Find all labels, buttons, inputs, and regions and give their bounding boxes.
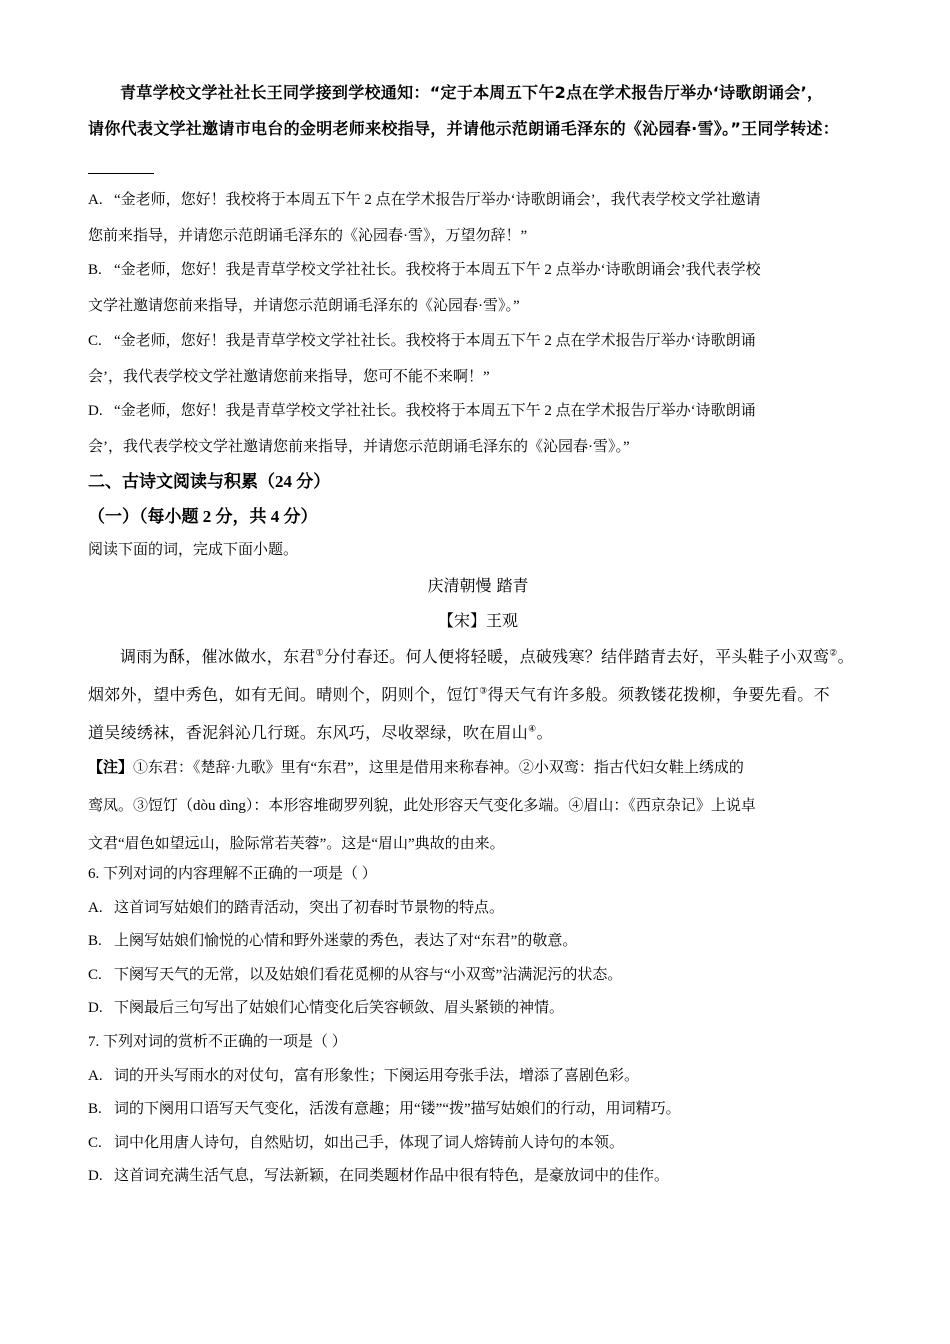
note-text: ①东君：《楚辞·九歌》里有“东君”，这里是借用来称春神。②小双鸾：指古代妇女鞋上绣成的 [133,760,744,776]
poem-title: 庆清朝慢 踏青 [427,576,529,595]
q7-option-a [88,1060,868,1094]
option-text: 下阕写天气的无常，以及姑娘们看花觅柳的从容与“小双鸾”沾满泥污的状态。 [114,966,623,983]
note-line-3: 文君“眉色如望远山，脸际常若芙蓉”。这是“眉山”典故的由来。 [88,836,505,852]
poem-body [88,638,868,752]
q6-option-a [88,892,868,926]
option-text: 词中化用唐人诗句，自然贴切，如出己手，体现了词人熔铸前人诗句的本领。 [114,1134,625,1151]
question-6 [88,858,868,1026]
option-label: B. [88,1101,102,1117]
option-label: A. [88,1067,103,1084]
q5-option-d [88,393,868,465]
question-stem: 6. 下列对词的内容理解不正确的一项是（ ） [88,866,377,882]
option-text: “金老师，您好！我是青草学校文学社社长。我校将于本周五下午 2 点在学术报告厅举办‘诗歌朗诵 [114,333,756,349]
section-2-title: 二、古诗文阅读与积累（24 分） [88,472,331,491]
option-text: 下阕最后三句写出了姑娘们心情变化后笑容顿敛、眉头紧锁的神情。 [114,1000,565,1016]
q6-option-b [88,925,868,959]
poem-text: 道吴绫绣袜，香泥斜沁几行斑。东风巧，尽收翠绿，吹在眉山 [88,723,529,742]
poem-text: 烟郊外，望中秀色，如有无间。晴则个，阴则个，饾饤 [88,685,480,704]
q5-option-c [88,323,868,395]
q5-option-a [88,182,868,254]
note-ref: ① [315,648,324,659]
option-text: 这首词写姑娘们的踏青活动，突出了初春时节景物的特点。 [114,899,505,916]
note-line-2: 鸾凤。③饾饤（dòu dìng）：本形容堆砌罗列貌，此处形容天气变化多端。④眉山：《西京杂记》上说卓 [88,798,756,814]
option-text: 词的开头写雨水的对仗句，富有形象性；下阕运用夸张手法，增添了喜剧色彩。 [114,1067,640,1084]
question-stem: 7. 下列对词的赏析不正确的一项是（ ） [88,1034,347,1050]
q7-option-d [88,1160,868,1194]
option-label: A. [88,192,103,208]
poem-line-3 [88,714,868,752]
option-label: B. [88,262,102,278]
option-label: D. [88,1168,103,1184]
note-ref: ③ [479,686,488,697]
intro-paragraph [88,75,868,147]
note-line-1 [88,749,868,787]
option-label: A. [88,899,103,916]
subsection-1-title: （一）（每小题 2 分，共 4 分） [88,507,318,526]
option-text: “金老师，您好！我校将于本周五下午 2 点在学术报告厅举办‘诗歌朗诵会’，我代表学校文学社邀请 [114,192,761,208]
option-text-cont: 会’，我代表学校文学社邀请您前来指导，您可不能不来啊！” [88,369,490,385]
poem-notes [88,749,868,863]
option-text-cont: 文学社邀请您前来指导，并请您示范朗诵毛泽东的《沁园春·雪》。” [88,298,520,314]
option-text: 上阕写姑娘们愉悦的心情和野外迷蒙的秀色，表达了对“东君”的敬意。 [114,933,578,949]
poem-line-1 [88,638,868,676]
option-label: D. [88,403,103,419]
question-7 [88,1026,868,1194]
option-text-cont: 会’，我代表学校文学社邀请您前来指导，并请您示范朗诵毛泽东的《沁园春·雪》。” [88,439,630,455]
option-label: C. [88,1134,102,1151]
option-label: D. [88,1000,103,1016]
option-label: B. [88,933,102,949]
q6-option-c [88,959,868,993]
poem-text: 得天气有许多般。须教镂花拨柳，争要先看。不 [487,685,830,704]
intro-line-2: 请你代表文学社邀请市电台的金明老师来校指导，并请他示范朗诵毛泽东的《沁园春·雪》。”王同学转述： [88,119,839,138]
poem-text: 。 [536,723,553,742]
q7-option-b [88,1093,868,1127]
note-tag: 【注】 [88,760,134,776]
option-label: C. [88,333,102,349]
q5-option-b [88,252,868,324]
poem-text: 。 [837,647,854,666]
answer-blank-line [88,173,154,174]
option-label: C. [88,966,102,983]
option-text: “金老师，您好！我是青草学校文学社社长。我校将于本周五下午 2 点在学术报告厅举办‘诗歌朗诵 [114,403,756,419]
poem-line-2 [88,676,868,714]
option-text-cont: 您前来指导，并请您示范朗诵毛泽东的《沁园春·雪》，万望勿辞！” [88,228,528,244]
q7-option-c [88,1127,868,1161]
intro-line-1: 青草学校文学社社长王同学接到学校通知：“定于本周五下午2点在学术报告厅举办‘诗歌朗诵会’， [120,83,824,102]
poem-text: 调雨为酥，催冰做水，东君 [120,647,316,666]
note-ref: ④ [528,724,537,735]
poem-author: 【宋】王观 [437,611,518,630]
option-text: 词的下阕用口语写天气变化，活泼有意趣；用“镂”“拨”描写姑娘们的行动，用词精巧。 [114,1101,681,1117]
q6-option-d [88,992,868,1026]
poem-text: 分付春还。何人便将轻暖，点破残寒？结伴踏青去好，平头鞋子小双鸾 [323,647,830,666]
note-ref: ② [829,648,838,659]
reading-instruction: 阅读下面的词，完成下面小题。 [88,542,299,558]
option-text: “金老师，您好！我是青草学校文学社社长。我校将于本周五下午 2 点举办‘诗歌朗诵会’我代表学校 [114,262,761,278]
option-text: 这首词充满生活气息，写法新颖，在同类题材作品中很有特色，是豪放词中的佳作。 [114,1168,670,1184]
